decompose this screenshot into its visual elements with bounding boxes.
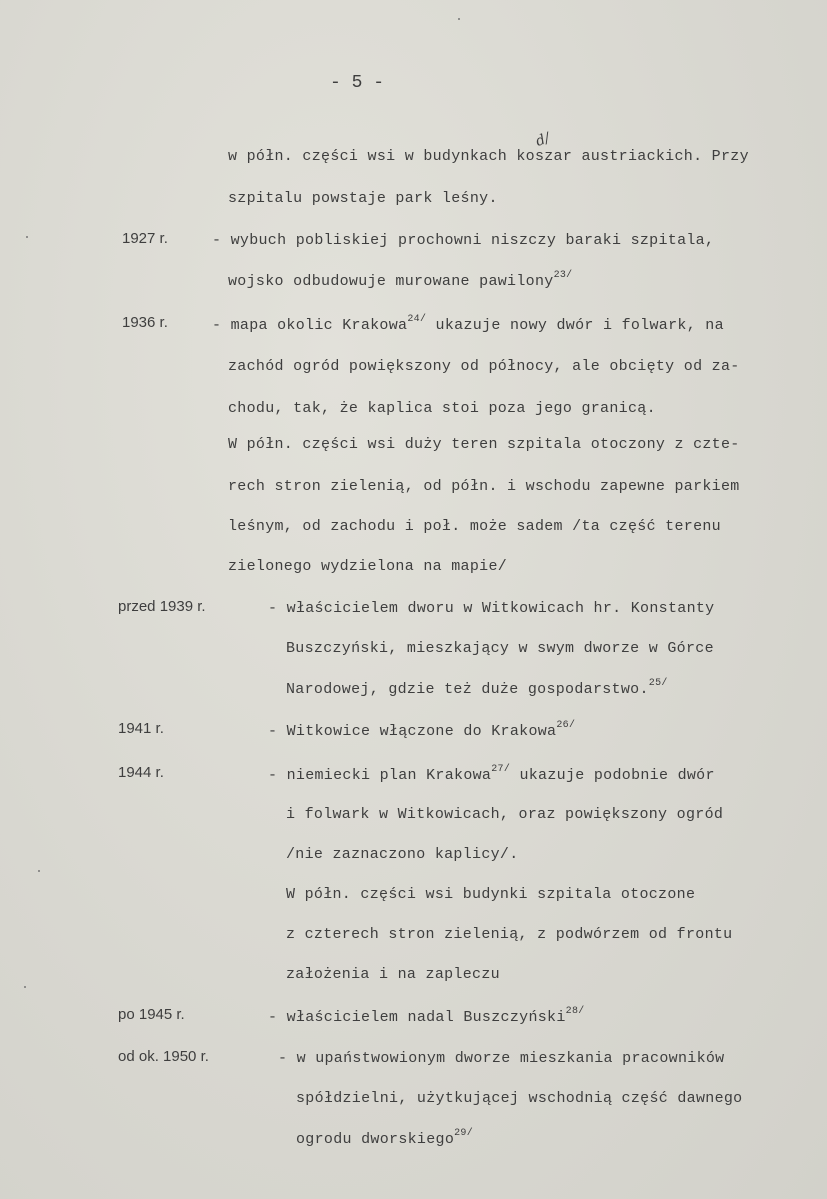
page-number: - 5 - bbox=[330, 73, 385, 93]
text-line: chodu, tak, że kaplica stoi poza jego granicą. bbox=[228, 400, 656, 417]
text-line: z czterech stron zielenią, z podwórzem od frontu bbox=[286, 926, 733, 943]
entry-date: 1944 r. bbox=[118, 764, 164, 781]
text-line: Buszczyński, mieszkający w swym dworze w Górce bbox=[286, 640, 714, 657]
entry-date: od ok. 1950 r. bbox=[118, 1048, 209, 1065]
entry-date: przed 1939 r. bbox=[118, 598, 206, 615]
text-line: - mapa okolic Krakowa$^{24/}$ ukazuje nowy dwór i folwark, na bbox=[212, 314, 724, 334]
entry-date: 1936 r. bbox=[122, 314, 168, 331]
text-line: - właścicielem dworu w Witkowicach hr. Konstanty bbox=[268, 600, 715, 617]
entry-date: 1941 r. bbox=[118, 720, 164, 737]
paper-speck bbox=[26, 236, 28, 238]
text-line: - właścicielem nadal Buszczyński$^{28/}$ bbox=[268, 1006, 585, 1026]
footnote-ref: 25/ bbox=[648, 678, 668, 689]
text-line: leśnym, od zachodu i poł. może sadem /ta część terenu bbox=[228, 518, 721, 535]
paper-speck bbox=[24, 986, 26, 988]
text-line: i folwark w Witkowicach, oraz powiększony ogród bbox=[286, 806, 724, 823]
paper-speck bbox=[38, 870, 40, 872]
paper-speck bbox=[458, 18, 460, 20]
text-line: /nie zaznaczono kaplicy/. bbox=[286, 846, 519, 863]
footnote-ref: 29/ bbox=[454, 1128, 474, 1139]
text-line: - Witkowice włączone do Krakowa$^{26/}$ bbox=[268, 720, 576, 740]
text-line: - niemiecki plan Krakowa$^{27/}$ ukazuje podobnie dwór bbox=[268, 764, 715, 784]
footnote-ref: 27/ bbox=[491, 764, 511, 775]
text-line: zachód ogród powiększony od północy, ale obcięty od za- bbox=[228, 358, 740, 375]
handwritten-annotation: d/ bbox=[533, 130, 553, 150]
footnote-ref: 28/ bbox=[565, 1006, 585, 1017]
text-line: szpitalu powstaje park leśny. bbox=[228, 190, 498, 207]
footnote-ref: 24/ bbox=[407, 314, 427, 325]
text-line: spółdzielni, użytkującej wschodnią część dawnego bbox=[296, 1090, 743, 1107]
text-line: - w upaństwowionym dworze mieszkania pracowników bbox=[278, 1050, 725, 1067]
text-line: wojsko odbudowuje murowane pawilony$^{23/}$ bbox=[228, 270, 573, 290]
text-line: Narodowej, gdzie też duże gospodarstwo.$^{25/}$ bbox=[286, 678, 668, 698]
text-line: W półn. części wsi duży teren szpitala otoczony z czte- bbox=[228, 436, 740, 453]
entry-date: po 1945 r. bbox=[118, 1006, 185, 1023]
entry-date: 1927 r. bbox=[122, 230, 168, 247]
text-line: rech stron zielenią, od półn. i wschodu zapewne parkiem bbox=[228, 478, 740, 495]
footnote-ref: 26/ bbox=[556, 720, 576, 731]
text-line: zielonego wydzielona na mapie/ bbox=[228, 558, 508, 575]
footnote-ref: 23/ bbox=[553, 270, 573, 281]
text-line: W półn. części wsi budynki szpitala otoczone bbox=[286, 886, 696, 903]
text-line: w półn. części wsi w budynkach koszar austriackich. Przy bbox=[228, 148, 749, 165]
text-line: ogrodu dworskiego$^{29/}$ bbox=[296, 1128, 474, 1148]
text-line: - wybuch pobliskiej prochowni niszczy baraki szpitala, bbox=[212, 232, 715, 249]
text-line: założenia i na zapleczu bbox=[286, 966, 500, 983]
